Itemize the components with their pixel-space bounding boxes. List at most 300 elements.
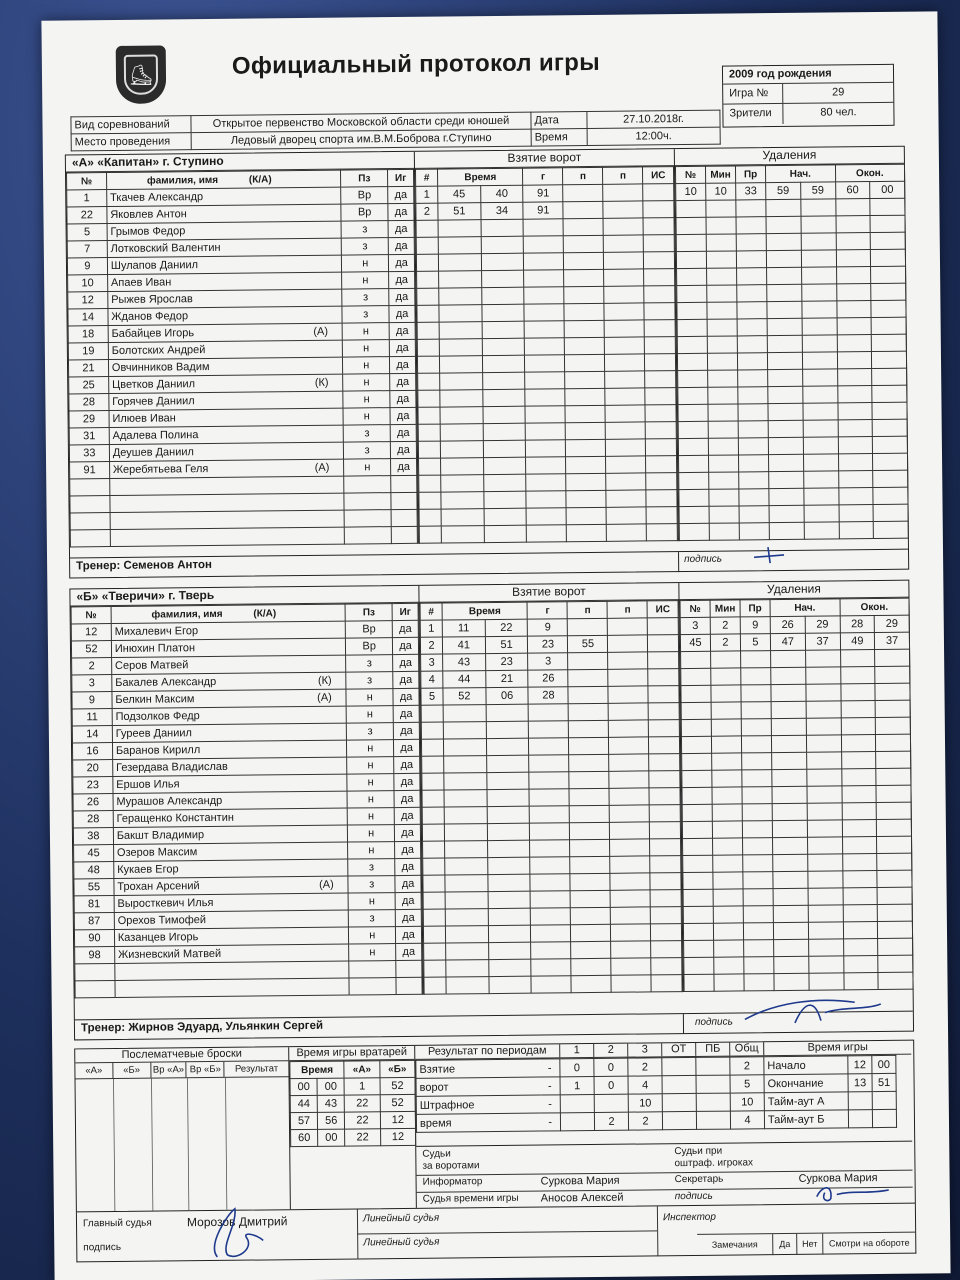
period-dash: - — [540, 1113, 560, 1131]
shootout-header: «Б» — [113, 1063, 151, 1078]
goal-m — [445, 858, 488, 875]
penalty-pr — [743, 906, 773, 923]
penalty-es — [872, 351, 907, 368]
player-position: Вр — [346, 621, 393, 638]
goal-is — [644, 269, 675, 286]
penalty-num — [678, 421, 708, 438]
goal-p1 — [563, 201, 603, 218]
goal-p2 — [607, 507, 647, 524]
goal-p2 — [606, 439, 646, 456]
goal-p1 — [571, 975, 611, 992]
penalty-num — [679, 472, 709, 489]
penalty-ss — [802, 301, 837, 318]
goal-n — [424, 960, 446, 977]
goal-n: 1 — [420, 620, 442, 637]
competition-label: Вид соревнований — [71, 116, 191, 134]
penalty-ss — [804, 522, 839, 539]
goal-n — [418, 373, 440, 390]
goal-p2 — [611, 958, 651, 975]
penalty-es: 37 — [875, 632, 910, 649]
player-played: да — [396, 943, 422, 960]
penalty-em — [837, 386, 872, 403]
penalty-es — [877, 819, 912, 836]
goal-p2 — [603, 218, 643, 235]
penalty-min — [713, 855, 743, 872]
period-value — [696, 1093, 730, 1111]
player-played: да — [393, 688, 419, 705]
player-number: 31 — [69, 428, 109, 445]
goal-is — [644, 235, 675, 252]
period-value — [594, 1094, 628, 1112]
player-played: да — [388, 186, 414, 203]
player-number: 7 — [67, 241, 107, 258]
main-judge-name: Морозов Дмитрий — [186, 1214, 288, 1230]
goal-s — [484, 491, 527, 508]
penalty-num — [676, 251, 706, 268]
goal-n — [421, 705, 443, 722]
goal-s — [483, 406, 526, 423]
goal-g: 3 — [528, 653, 568, 670]
player-name: Жеребятьева Геля — [112, 463, 209, 477]
goal-p2 — [606, 490, 646, 507]
player-position: н — [349, 944, 396, 961]
goal-s — [484, 525, 527, 542]
goal-m: 51 — [438, 203, 481, 220]
goal-s — [489, 959, 532, 976]
penalty-em — [836, 267, 871, 284]
penalty-pr: 33 — [736, 183, 766, 200]
goalie-s: 43 — [317, 1095, 344, 1112]
game-time-title: Время игры — [763, 1041, 911, 1056]
period-value — [662, 1057, 696, 1075]
player-position: н — [347, 808, 394, 825]
goal-g — [529, 704, 569, 721]
penalty-sm — [773, 837, 808, 854]
venue-value: Ледовый дворец спорта им.В.М.Боброва г.Ступино — [191, 129, 531, 150]
col-name-text: фамилия, имя — [151, 608, 223, 621]
penalty-pr — [744, 957, 774, 974]
goal-s — [482, 304, 525, 321]
goal-is — [646, 490, 677, 507]
penalty-min — [709, 489, 739, 506]
team-a-roster-body — [67, 186, 418, 547]
informer-label: Информатор — [422, 1176, 483, 1188]
team-a-coach: Тренер: Семенов Антон — [76, 558, 212, 573]
period-value — [696, 1057, 730, 1075]
penalty-pr: 9 — [740, 617, 770, 634]
goal-s — [484, 508, 527, 525]
penalty-min — [711, 702, 741, 719]
penalty-em — [843, 922, 878, 939]
penalty-es — [872, 402, 907, 419]
goal-g — [524, 287, 564, 304]
penalty-num — [681, 685, 711, 702]
penalty-es — [873, 436, 908, 453]
goal-s — [481, 253, 524, 270]
main-judge-signature — [197, 1204, 268, 1265]
goal-g: 9 — [528, 619, 568, 636]
goal-g — [525, 389, 565, 406]
periods-table — [415, 1055, 897, 1133]
goal-n: 3 — [421, 654, 443, 671]
penalty-sm — [769, 522, 804, 539]
penalty-em — [840, 684, 875, 701]
empty-cell — [110, 527, 345, 546]
goal-is — [648, 618, 679, 635]
player-played: да — [390, 390, 416, 407]
period-value: 4 — [628, 1076, 662, 1094]
goal-p1 — [570, 839, 610, 856]
penalty-ss — [806, 752, 841, 769]
remarks-no[interactable]: Нет — [797, 1234, 823, 1255]
goal-judges-line2: за воротами — [422, 1160, 480, 1172]
goal-is — [644, 252, 675, 269]
penalty-em — [840, 650, 875, 667]
goal-m: 45 — [438, 186, 481, 203]
penalty-pr — [738, 387, 768, 404]
penalty-min — [706, 251, 736, 268]
goal-g — [531, 925, 571, 942]
penalty-min — [707, 285, 737, 302]
period-value: 2 — [628, 1058, 662, 1076]
goal-p2 — [608, 686, 648, 703]
goal-m — [439, 305, 482, 322]
player-position: н — [348, 825, 395, 842]
goal-m — [441, 526, 484, 543]
team-b-penalties-title: Удаления — [679, 581, 908, 600]
penalty-num — [683, 855, 713, 872]
goal-p2 — [603, 201, 643, 218]
player-played: да — [393, 637, 419, 654]
goal-s — [483, 423, 526, 440]
goal-p2 — [607, 524, 647, 541]
goal-n — [416, 220, 438, 237]
goal-p1 — [564, 252, 604, 269]
player-number: 12 — [71, 624, 111, 641]
penalty-num — [682, 787, 712, 804]
penalty-es — [872, 385, 907, 402]
empty-cell — [70, 513, 110, 530]
penalty-num: 45 — [680, 634, 710, 651]
timekeeper-name: Аносов Алексей — [540, 1191, 624, 1205]
penalty-pr — [737, 336, 767, 353]
player-number: 2 — [72, 658, 112, 675]
player-played: да — [395, 875, 421, 892]
goal-is — [651, 958, 682, 975]
player-position: н — [342, 323, 389, 340]
goal-n — [424, 977, 446, 994]
goal-p2 — [608, 652, 648, 669]
penalty-sm: 26 — [770, 616, 805, 633]
penalty-sm — [766, 233, 801, 250]
goal-n — [422, 773, 444, 790]
penalty-es — [878, 921, 913, 938]
goal-is — [646, 422, 677, 439]
penalty-pr — [737, 319, 767, 336]
pen-num-header: № — [680, 600, 710, 617]
penalty-ss: 59 — [800, 182, 835, 199]
penalty-num — [683, 906, 713, 923]
penalty-es — [870, 198, 905, 215]
player-number: 12 — [68, 292, 108, 309]
player-number: 9 — [72, 692, 112, 709]
team-b-penalties-table — [680, 598, 914, 992]
goal-is — [651, 890, 682, 907]
penalty-min — [709, 472, 739, 489]
team-b-sign-label: подпись — [694, 1016, 733, 1028]
pen-end-header: Окон. — [835, 164, 905, 182]
penalty-es — [877, 904, 912, 921]
penalty-pr — [741, 685, 771, 702]
game-time-h — [848, 1092, 872, 1110]
penalty-pr — [742, 821, 772, 838]
penalty-num — [677, 285, 707, 302]
goal-p1 — [570, 856, 610, 873]
goal-p2 — [610, 873, 650, 890]
penalty-min — [713, 872, 743, 889]
goal-is — [643, 218, 674, 235]
player-name: Казанцев Игорь — [117, 931, 199, 944]
penalty-ss — [803, 471, 838, 488]
player-position: н — [349, 927, 396, 944]
penalty-min — [711, 736, 741, 753]
goal-m — [439, 339, 482, 356]
pen-pr-header: Пр — [735, 166, 765, 183]
period-value — [560, 1094, 594, 1112]
penalty-ss — [803, 420, 838, 437]
col-name-text: фамилия, имя — [146, 174, 219, 187]
player-name: Илюев Иван — [112, 412, 176, 426]
penalty-sm — [773, 905, 808, 922]
goal-m — [439, 322, 482, 339]
period-value: 1 — [560, 1076, 594, 1094]
goalie-time-header: Время — [290, 1061, 345, 1079]
goal-p1: 55 — [568, 635, 608, 652]
goal-p2-header: п — [603, 167, 643, 184]
player-position: н — [347, 774, 394, 791]
penalty-pr — [744, 974, 774, 991]
penalty-em — [841, 786, 876, 803]
periods-title: Результат по периодам — [427, 1044, 547, 1058]
goal-time-header: Время — [442, 602, 528, 620]
player-name: Белкин Максим — [115, 693, 195, 706]
penalty-judges-label — [674, 1145, 753, 1170]
penalty-ss — [807, 769, 842, 786]
goal-is — [650, 873, 681, 890]
team-a-section — [65, 146, 909, 579]
player-number: 20 — [73, 760, 113, 777]
penalty-es — [875, 649, 910, 666]
goal-g: 28 — [528, 687, 568, 704]
goal-is — [645, 354, 676, 371]
goal-n: 2 — [420, 637, 442, 654]
goal-g — [526, 457, 566, 474]
pen-start-header: Нач. — [770, 599, 840, 617]
player-position: н — [348, 893, 395, 910]
penalty-num — [682, 753, 712, 770]
empty-cell — [391, 509, 417, 526]
goal-is — [645, 405, 676, 422]
goal-m — [445, 841, 488, 858]
penalty-judges-line1: Судьи при — [674, 1145, 723, 1158]
player-played: да — [393, 654, 419, 671]
penalty-es — [877, 853, 912, 870]
empty-cell — [344, 493, 391, 510]
main-judge-label: Главный судья — [82, 1217, 152, 1230]
game-time-m — [872, 1109, 896, 1127]
penalty-num — [678, 370, 708, 387]
goal-s: 21 — [485, 670, 528, 687]
penalty-min — [706, 200, 736, 217]
player-played: да — [393, 722, 419, 739]
period-dash: - — [540, 1059, 560, 1077]
penalty-pr — [742, 753, 772, 770]
penalty-es — [871, 249, 906, 266]
penalty-es — [872, 419, 907, 436]
goal-s — [488, 891, 531, 908]
penalty-es — [878, 955, 913, 972]
penalty-ss — [807, 837, 842, 854]
goal-m: 41 — [442, 637, 485, 654]
game-no-value: 29 — [832, 86, 845, 99]
penalty-sm — [772, 769, 807, 786]
penalty-ss — [801, 250, 836, 267]
period-row-label: ворот — [416, 1077, 540, 1096]
penalty-ss — [803, 454, 838, 471]
goal-g — [526, 491, 566, 508]
goal-p2 — [610, 839, 650, 856]
goal-m — [446, 960, 489, 977]
penalty-min — [709, 455, 739, 472]
goal-p2 — [609, 754, 649, 771]
penalty-em — [841, 718, 876, 735]
player-position: н — [343, 374, 390, 391]
goal-g — [523, 219, 563, 236]
player-name: Трохан Арсений — [117, 880, 200, 893]
player-position: Вр — [346, 638, 393, 655]
goal-m — [444, 756, 487, 773]
player-number: 26 — [73, 794, 113, 811]
goal-is — [648, 669, 679, 686]
goal-m — [440, 441, 483, 458]
player-number: 25 — [69, 377, 109, 394]
goal-s — [487, 857, 530, 874]
player-number: 38 — [73, 828, 113, 845]
player-position: н — [342, 272, 389, 289]
game-no-label: Игра № — [723, 84, 783, 104]
penalty-num — [684, 974, 714, 991]
empty-cell — [70, 530, 110, 547]
penalty-es — [871, 266, 906, 283]
pen-pr-header: Пр — [740, 600, 770, 617]
penalty-pr — [736, 217, 766, 234]
player-position: н — [342, 255, 389, 272]
col-num-header: № — [71, 607, 111, 624]
penalty-em — [841, 701, 876, 718]
goal-g — [530, 823, 570, 840]
goal-p1 — [563, 184, 603, 201]
goal-g — [531, 959, 571, 976]
game-time-h: 12 — [848, 1056, 872, 1074]
page-title: Официальный протокол игры — [231, 48, 601, 80]
player-played: да — [390, 424, 416, 441]
penalty-ss — [807, 803, 842, 820]
goal-is — [648, 686, 679, 703]
goal-p1 — [565, 388, 605, 405]
goal-p2 — [611, 890, 651, 907]
game-time-label: Начало — [764, 1056, 848, 1075]
goal-s — [483, 389, 526, 406]
goal-g: 26 — [528, 670, 568, 687]
player-number: 45 — [74, 845, 114, 862]
goal-m — [439, 356, 482, 373]
penalty-ss — [809, 956, 844, 973]
penalty-em — [838, 488, 873, 505]
col-ka-text: (К/А) — [248, 173, 272, 186]
goalie-time-title: Время игры вратарей — [289, 1046, 414, 1061]
goal-p1 — [569, 754, 609, 771]
penalty-pr — [743, 872, 773, 889]
penalty-es — [873, 521, 908, 538]
remarks-yes[interactable]: Да — [773, 1234, 797, 1255]
player-number: 55 — [74, 879, 114, 896]
goal-p2 — [606, 422, 646, 439]
goal-p1 — [568, 669, 608, 686]
player-played: да — [394, 739, 420, 756]
goal-is — [645, 320, 676, 337]
goal-is — [649, 703, 680, 720]
goal-s — [486, 738, 529, 755]
goal-n — [422, 807, 444, 824]
player-played: да — [389, 271, 415, 288]
goal-s — [489, 976, 532, 993]
goal-is — [651, 975, 682, 992]
goalie-a: 22 — [345, 1112, 381, 1129]
penalty-sm — [773, 871, 808, 888]
penalty-em — [838, 471, 873, 488]
col-pz-header: Пз — [345, 604, 392, 621]
goal-g-header: г — [528, 602, 568, 619]
penalty-min — [713, 906, 743, 923]
time-label: Время — [531, 129, 587, 147]
empty-cell — [391, 492, 417, 509]
goal-n — [416, 237, 438, 254]
shootout-grid — [76, 1077, 291, 1211]
goal-s — [481, 287, 524, 304]
penalty-em — [841, 769, 876, 786]
goal-m — [445, 892, 488, 909]
goal-is — [649, 771, 680, 788]
player-number: 90 — [74, 930, 114, 947]
timekeeper-label: Судья времени игры — [422, 1192, 519, 1205]
goal-g — [525, 321, 565, 338]
penalty-pr — [737, 285, 767, 302]
penalty-em — [838, 437, 873, 454]
player-name: Грымов Федор — [110, 225, 186, 239]
game-time-m: 51 — [872, 1073, 896, 1091]
penalty-min — [706, 234, 736, 251]
goal-s — [482, 355, 525, 372]
goal-g — [526, 440, 566, 457]
penalty-pr — [738, 438, 768, 455]
empty-cell — [344, 476, 391, 493]
team-b-goals-title: Взятие ворот — [419, 583, 678, 603]
game-meta-box — [722, 64, 895, 128]
goal-p2 — [609, 788, 649, 805]
player-name: Болотских Андрей — [111, 344, 206, 358]
secretary-sign-label: подпись — [674, 1190, 713, 1203]
team-a-coach-signature — [750, 543, 790, 567]
